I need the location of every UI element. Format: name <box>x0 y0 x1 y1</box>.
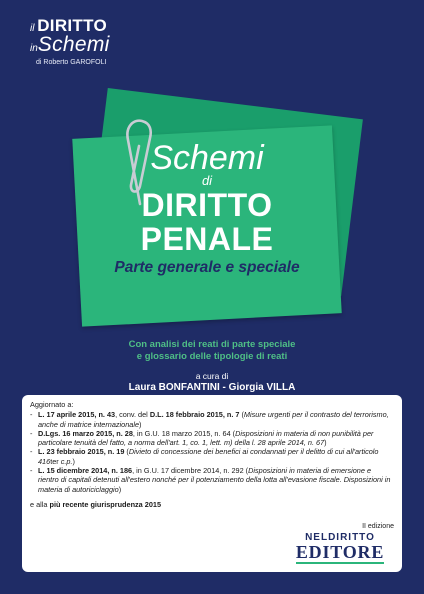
series-logo <box>30 16 110 66</box>
publisher-line-2: EDITORE <box>295 542 385 562</box>
update-item: - L. 17 aprile 2015, n. 43, conv. del D.L. 18 febbraio 2015, n. 7 (Misure urgenti per il contrasto del terrorismo, anche di matrice internazionale) <box>30 410 389 429</box>
series-diritto: DIRITTO <box>37 16 108 35</box>
analysis-note <box>0 339 424 363</box>
updates-panel <box>22 395 402 572</box>
editors-names: Laura BONFANTINI - Giorgia VILLA <box>128 382 296 393</box>
cover-title-block <box>77 140 337 277</box>
title-penale: PENALE <box>140 221 274 257</box>
jurisprudence-note: e alla più recente giurisprudenza 2015 <box>30 499 162 509</box>
update-item: - L. 15 dicembre 2014, n. 186, in G.U. 17 dicembre 2014, n. 292 (Disposizioni in materia di emersione e rientro di capitali detenuti all'estero nonché per il potenziamento della lotta all'evasione fiscale. Disposizioni in materia di autoriciclaggio) <box>30 466 391 494</box>
update-item: - L. 23 febbraio 2015, n. 19 (Divieto di concessione dei benefici ai condannati per il delitto di cui all'articolo 416ter c.p.) <box>30 447 379 466</box>
edition-label: II edizione <box>362 523 394 530</box>
series-author: di Roberto GAROFOLI <box>36 59 107 66</box>
editors-intro: a cura di <box>195 371 229 381</box>
title-diritto: DIRITTO <box>141 187 273 223</box>
title-di: di <box>201 173 213 188</box>
title-subtitle: Parte generale e speciale <box>114 259 300 276</box>
analysis-line-1: Con analisi dei reati di parte speciale <box>128 339 296 350</box>
series-prefix-il: il <box>30 23 35 34</box>
series-prefix-in: in <box>30 43 38 54</box>
publisher-line-1: NELDIRITTO <box>305 532 375 543</box>
series-schemi: Schemi <box>37 33 110 56</box>
updates-heading: Aggiornato a: <box>30 400 74 409</box>
publisher-logo <box>290 532 390 564</box>
analysis-line-2: e glossario delle tipologie di reati <box>136 351 288 362</box>
title-schemi: Schemi <box>150 139 264 177</box>
update-item: - D.Lgs. 16 marzo 2015, n. 28, in G.U. 18 marzo 2015, n. 64 (Disposizioni in materia di non punibilità per particolare tenuità del fatto, a norma dell'art. 1, co. 1, lett. m) della l. 28 aprile 2014, n. 67) <box>30 428 374 448</box>
